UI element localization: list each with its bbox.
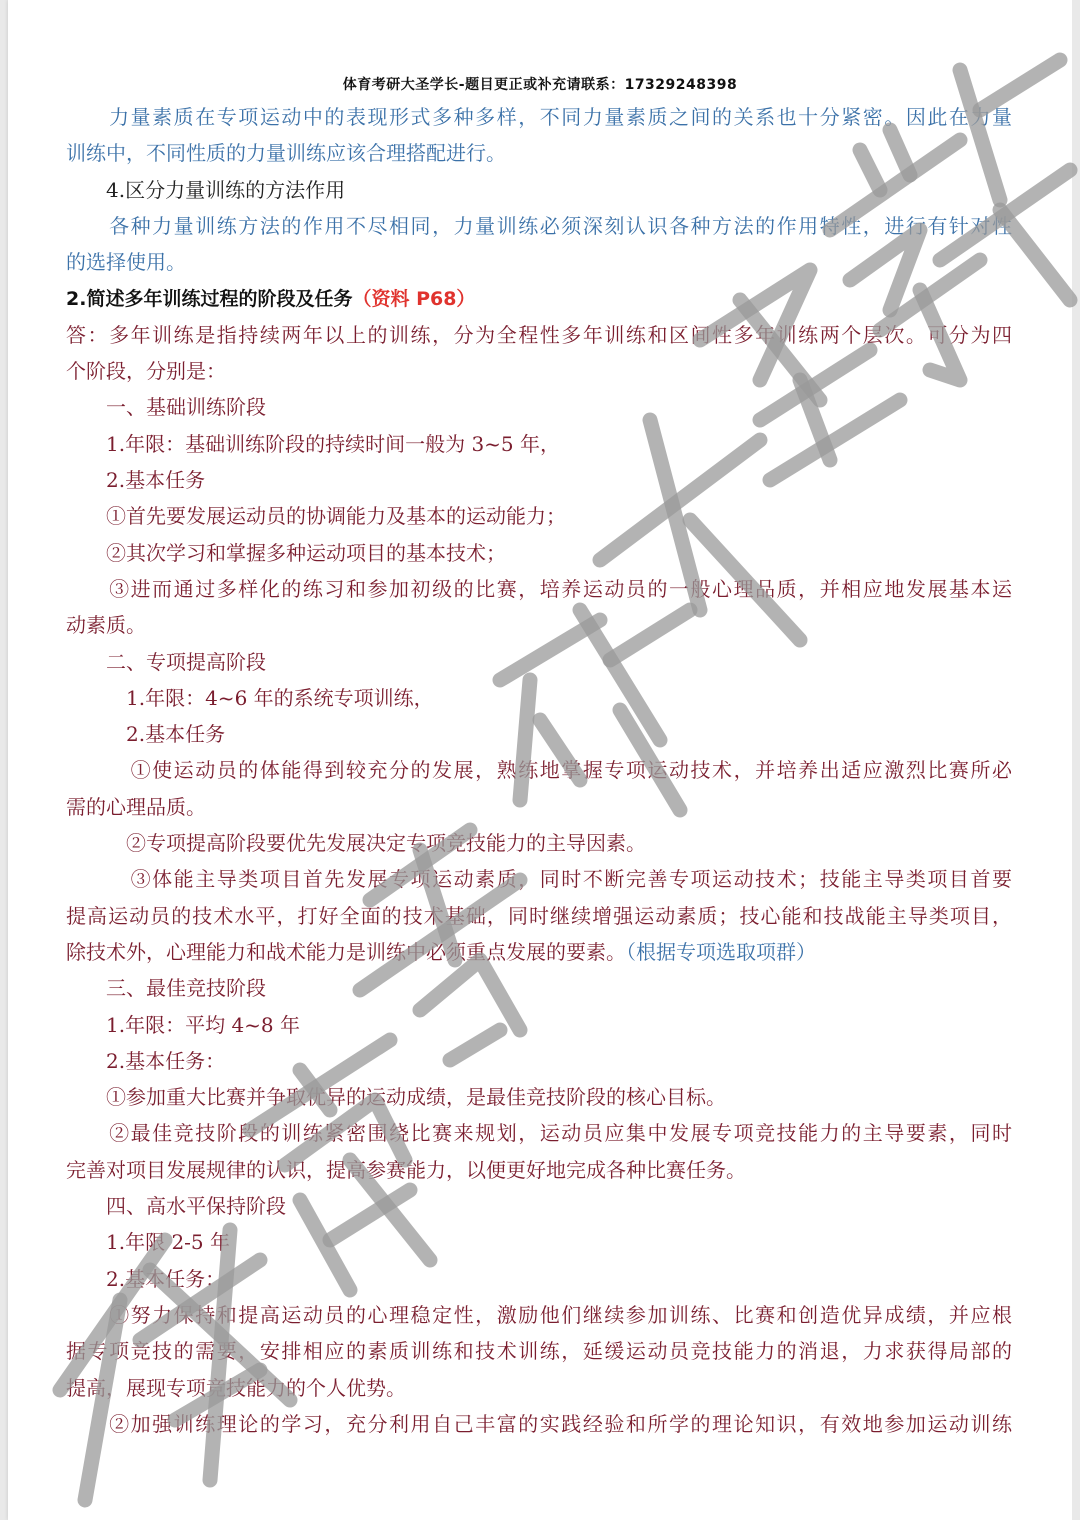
- text-line: [66, 611, 146, 639]
- text-line: [66, 1337, 1012, 1365]
- line-text: 需的心理品质。: [66, 794, 206, 819]
- line-text: ①努力保持和提高运动员的心理稳定性，激励他们继续参加训练、比赛和创造优异成绩，并应根: [66, 1302, 1012, 1327]
- line-text: 1.年限：基础训练阶段的持续时间一般为 3~5 年，: [66, 431, 561, 456]
- line-text: ③体能主导类项目首先发展专项运动素质，同时不断完善专项运动技术；技能主导类项目首要: [66, 867, 1012, 892]
- text-line: [66, 575, 1012, 603]
- line-text: 的选择使用。: [66, 250, 186, 275]
- line-text: 除技术外，心理能力和战术能力是训练中必须重点发展的要素。: [66, 939, 626, 964]
- text-line: [66, 466, 205, 494]
- text-line: [66, 865, 1012, 893]
- line-text: 2.基本任务: [66, 468, 206, 492]
- line-text: 2.简述多年训练过程的阶段及任务: [66, 287, 353, 310]
- text-line: [66, 430, 560, 458]
- text-line: [66, 103, 1012, 131]
- text-line: [66, 1119, 1012, 1147]
- line-text: ②加强训练理论的学习，充分利用自己丰富的实践经验和所学的理论知识，有效地参加运动训练: [66, 1411, 1012, 1436]
- text-line: [66, 1265, 225, 1293]
- text-line: [66, 1047, 225, 1075]
- line-text: 动素质。: [66, 613, 146, 638]
- line-text: 提高，展现专项竞技能力的个人优势。: [66, 1375, 406, 1400]
- text-line: [66, 793, 206, 821]
- text-line: [66, 902, 1012, 930]
- line-text: 各种力量训练方法的作用不尽相同，力量训练必须深刻认识各种方法的作用特性，进行有针对性: [66, 213, 1012, 238]
- text-line: [66, 1192, 286, 1220]
- text-line: [66, 1301, 1012, 1329]
- text-line: [66, 1083, 726, 1111]
- text-line: [66, 974, 266, 1002]
- line-text: 1.年限：平均 4~8 年: [66, 1012, 301, 1037]
- line-text: 2.基本任务: [66, 722, 226, 747]
- line-text: ①首先要发展运动员的协调能力及基本的运动能力；: [66, 504, 566, 529]
- line-text: 提高运动员的技术水平，打好全面的技术基础，同时继续增强运动素质；技心能和技战能主导类项目，: [66, 903, 1012, 928]
- line-text: 四、高水平保持阶段: [66, 1194, 286, 1218]
- text-line: [66, 502, 566, 530]
- page-header: 体育考研大圣学长-题目更正或补充请联系：17329248398: [342, 77, 738, 93]
- line-text: ①参加重大比赛并争取优异的运动成绩，是最佳竞技阶段的核心目标。: [66, 1085, 726, 1110]
- text-line: [66, 720, 225, 748]
- text-line: [66, 357, 226, 385]
- line-text: ②最佳竞技阶段的训练紧密围绕比赛来规划，运动员应集中发展专项竞技能力的主导要素，同时: [66, 1121, 1012, 1146]
- text-line: [66, 829, 646, 857]
- line-text: 二、专项提高阶段: [66, 649, 266, 674]
- line-text: 个阶段，分别是：: [66, 359, 226, 384]
- line-text: ②其次学习和掌握多种运动项目的基本技术；: [66, 540, 506, 565]
- line-text: 2.基本任务：: [66, 1266, 226, 1291]
- line-text: 2.基本任务：: [66, 1048, 226, 1073]
- line-text: 据专项竞技的需要，安排相应的素质训练和技术训练，延缓运动员竞技能力的消退，力求获得局部的: [66, 1339, 1012, 1364]
- right-edge: [1072, 0, 1080, 1520]
- line-text: 4.区分力量训练的方法作用: [66, 177, 346, 202]
- text-line: [66, 285, 475, 313]
- line-text: ①使运动员的体能得到较充分的发展，熟练地掌握专项运动技术，并培养出适应激烈比赛所必: [66, 758, 1012, 783]
- text-line: [66, 684, 434, 712]
- line-text: 三、最佳竞技阶段: [66, 976, 266, 1001]
- line-text: 答：多年训练是指持续两年以上的训练，分为全程性多年训练和区间性多年训练两个层次。可分为四: [66, 322, 1012, 347]
- text-line: [66, 393, 266, 421]
- line-text: 1.年限 2-5 年: [66, 1230, 231, 1255]
- text-line: [66, 139, 506, 167]
- text-line: [66, 756, 1012, 784]
- text-line: [66, 539, 506, 567]
- line-text: ③进而通过多样化的练习和参加初级的比赛，培养运动员的一般心理品质，并相应地发展基本运: [66, 576, 1012, 601]
- line-text: 力量素质在专项运动中的表现形式多种多样，不同力量素质之间的关系也十分紧密。因此在力量: [66, 105, 1012, 129]
- text-line: [66, 1228, 230, 1256]
- line-text: 完善对项目发展规律的认识，提高参赛能力，以便更好地完成各种比赛任务。: [66, 1157, 746, 1182]
- line-text: 训练中，不同性质的力量训练应该合理搭配进行。: [66, 141, 506, 166]
- text-line: [66, 1374, 406, 1402]
- line-text: 1.年限：4~6 年的系统专项训练，: [66, 685, 434, 710]
- text-line: [66, 1011, 300, 1039]
- inline-note: （根据专项选取项群）: [626, 939, 816, 964]
- text-line: [66, 938, 816, 966]
- text-line: [66, 1410, 1012, 1438]
- document-page: [8, 0, 1072, 1520]
- text-line: [66, 321, 1012, 349]
- text-line: [66, 176, 345, 204]
- line-text: ②专项提高阶段要优先发展决定专项竞技能力的主导因素。: [66, 831, 646, 855]
- text-line: [66, 212, 1012, 240]
- text-line: [66, 648, 266, 676]
- source-reference: （资料 P68）: [352, 287, 476, 310]
- line-text: 一、基础训练阶段: [66, 395, 266, 420]
- text-line: [66, 248, 186, 276]
- text-line: [66, 1156, 746, 1184]
